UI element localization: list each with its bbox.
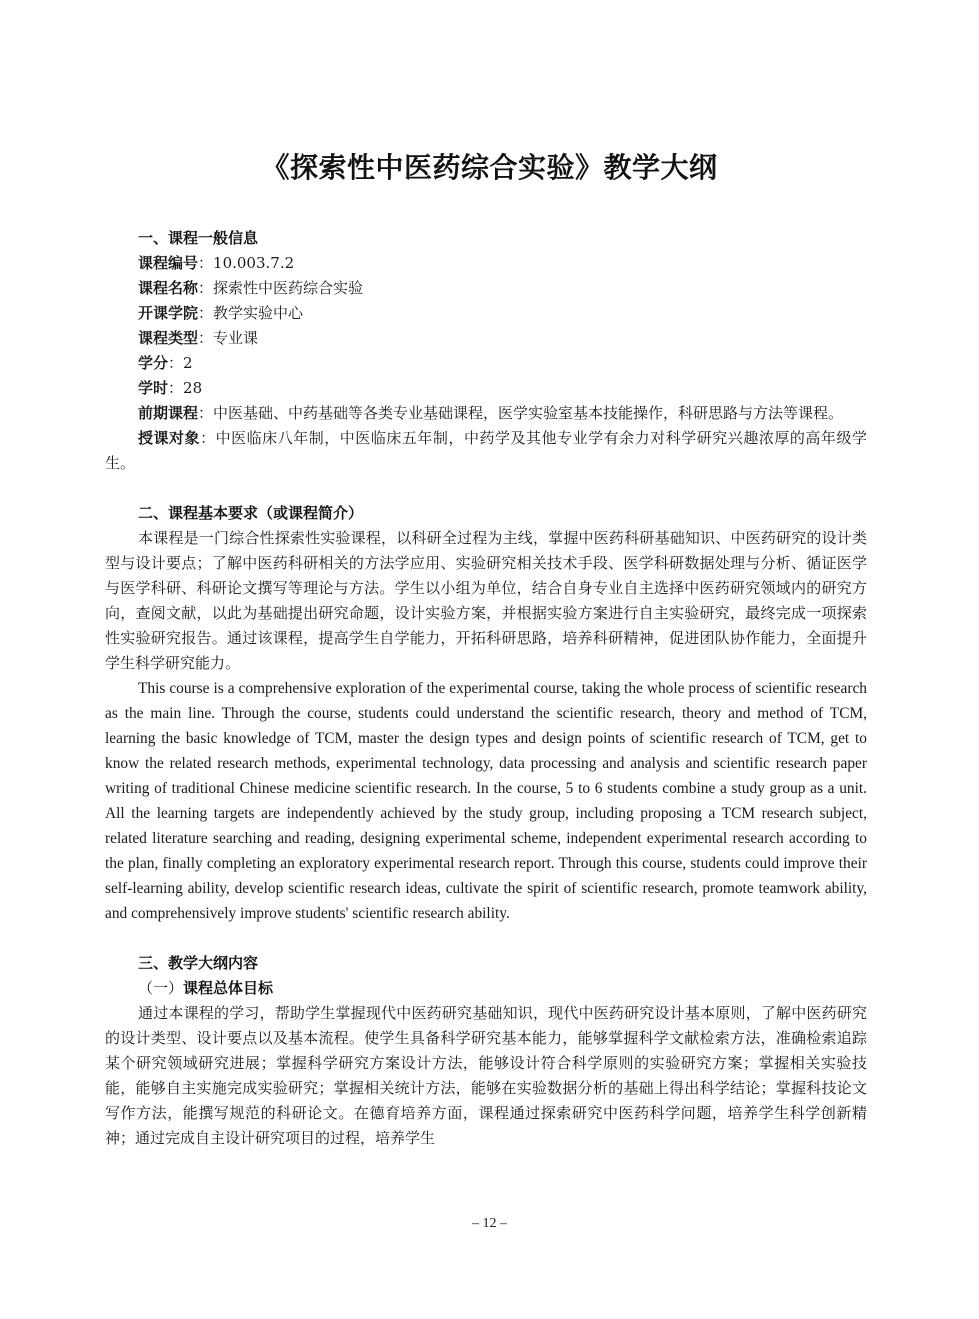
info-label: 开课学院 xyxy=(138,304,199,322)
info-value: 探索性中医药综合实验 xyxy=(213,279,364,297)
info-value: 专业课 xyxy=(213,329,259,347)
course-intro-english: This course is a comprehensive exploration of the experimental course, taking the whole process of scientific research as the main line. Through the course, students could understand the scientific research, theory and method of TCM, learning the basic knowledge of TCM, master the design types and design points of scientific research of TCM, get to know the related research methods, experimental technology, data processing and analysis and scientific research paper writing of traditional Chinese medicine scientific research. In the course, 5 to 6 students combine a study group as a unit. All the learning targets are independently achieved by the study group, including proposing a TCM research subject, related literature searching and reading, designing experimental scheme, independent experimental research according to the plan, finally completing an exploratory experimental research report. Through this course, students could improve their self-learning ability, develop scientific research ideas, cultivate the spirit of scientific research, promote teamwork ability, and comprehensively improve students' scientific research ability. xyxy=(105,680,867,922)
info-separator: ： xyxy=(198,254,214,272)
info-separator: ： xyxy=(168,379,184,397)
info-college xyxy=(105,301,867,326)
page-number: – 12 – xyxy=(472,1216,507,1231)
info-separator: ： xyxy=(198,304,214,322)
section-3-heading: 三、教学大纲内容 xyxy=(138,954,259,972)
section-spacer xyxy=(105,476,867,501)
info-label: 课程类型 xyxy=(138,329,199,347)
document-title: 《探索性中医药综合实验》教学大纲 xyxy=(261,151,718,184)
info-course-type xyxy=(105,326,867,351)
section-2-heading: 二、课程基本要求（或课程简介） xyxy=(138,504,364,522)
course-intro-chinese: 本课程是一门综合性探索性实验课程，以科研全过程为主线，掌握中医药科研基础知识、中医药研究的设计类型与设计要点；了解中医药科研相关的方法学应用、实验研究相关技术手段、医学科研数据处理与分析、循证医学与医学科研、科研论文撰写等理论与方法。学生以小组为单位，结合自身专业自主选择中医药研究领域内的研究方向，查阅文献，以此为基础提出研究命题，设计实验方案，并根据实验方案进行自主实验研究，最终完成一项探索性实验研究报告。通过该课程，提高学生自学能力，开拓科研思路，培养科研精神，促进团队协作能力，全面提升学生科学研究能力。 xyxy=(105,529,867,672)
info-separator: ： xyxy=(198,404,214,422)
info-credits xyxy=(105,351,867,376)
info-separator: ： xyxy=(198,329,214,347)
info-label: 课程编号 xyxy=(138,254,199,272)
info-label: 课程名称 xyxy=(138,279,199,297)
info-label: 前期课程 xyxy=(138,404,199,422)
subsection-number: （一） xyxy=(138,979,184,997)
info-label: 学分 xyxy=(138,354,169,372)
info-label: 学时 xyxy=(138,379,169,397)
info-prerequisites xyxy=(105,401,867,426)
subsection-heading xyxy=(105,976,867,1001)
info-separator: ： xyxy=(200,429,216,447)
subsection-title: 课程总体目标 xyxy=(183,979,274,997)
section-1-heading: 一、课程一般信息 xyxy=(138,229,259,247)
section-spacer xyxy=(105,926,867,951)
info-separator: ： xyxy=(168,354,184,372)
info-value: 教学实验中心 xyxy=(213,304,304,322)
info-value: 中医基础、中药基础等各类专业基础课程，医学实验室基本技能操作，科研思路与方法等课程。 xyxy=(213,404,844,422)
document-body xyxy=(105,226,867,1151)
info-value: 28 xyxy=(183,379,203,397)
info-audience xyxy=(105,426,867,476)
info-course-name xyxy=(105,276,867,301)
info-value: 2 xyxy=(183,354,193,372)
info-separator: ： xyxy=(198,279,214,297)
info-value: 10.003.7.2 xyxy=(213,254,295,272)
info-course-code xyxy=(105,251,867,276)
info-label: 授课对象 xyxy=(138,429,201,447)
course-objectives-text: 通过本课程的学习，帮助学生掌握现代中医药研究基础知识，现代中医药研究设计基本原则，了解中医药研究的设计类型、设计要点以及基本流程。使学生具备科学研究基本能力，能够掌握科学文献检索方法，准确检索追踪某个研究领域研究进展；掌握科学研究方案设计方法，能够设计符合科学原则的实验研究方案；掌握相关实验技能，能够自主实施完成实验研究；掌握相关统计方法，能够在实验数据分析的基础上得出科学结论；掌握科技论文写作方法，能撰写规范的科研论文。在德育培养方面，课程通过探索研究中医药科学问题，培养学生科学创新精神；通过完成自主设计研究项目的过程，培养学生 xyxy=(105,1004,867,1147)
info-hours xyxy=(105,376,867,401)
info-value: 中医临床八年制，中医临床五年制，中药学及其他专业学有余力对科学研究兴趣浓厚的高年级学生。 xyxy=(105,429,867,472)
